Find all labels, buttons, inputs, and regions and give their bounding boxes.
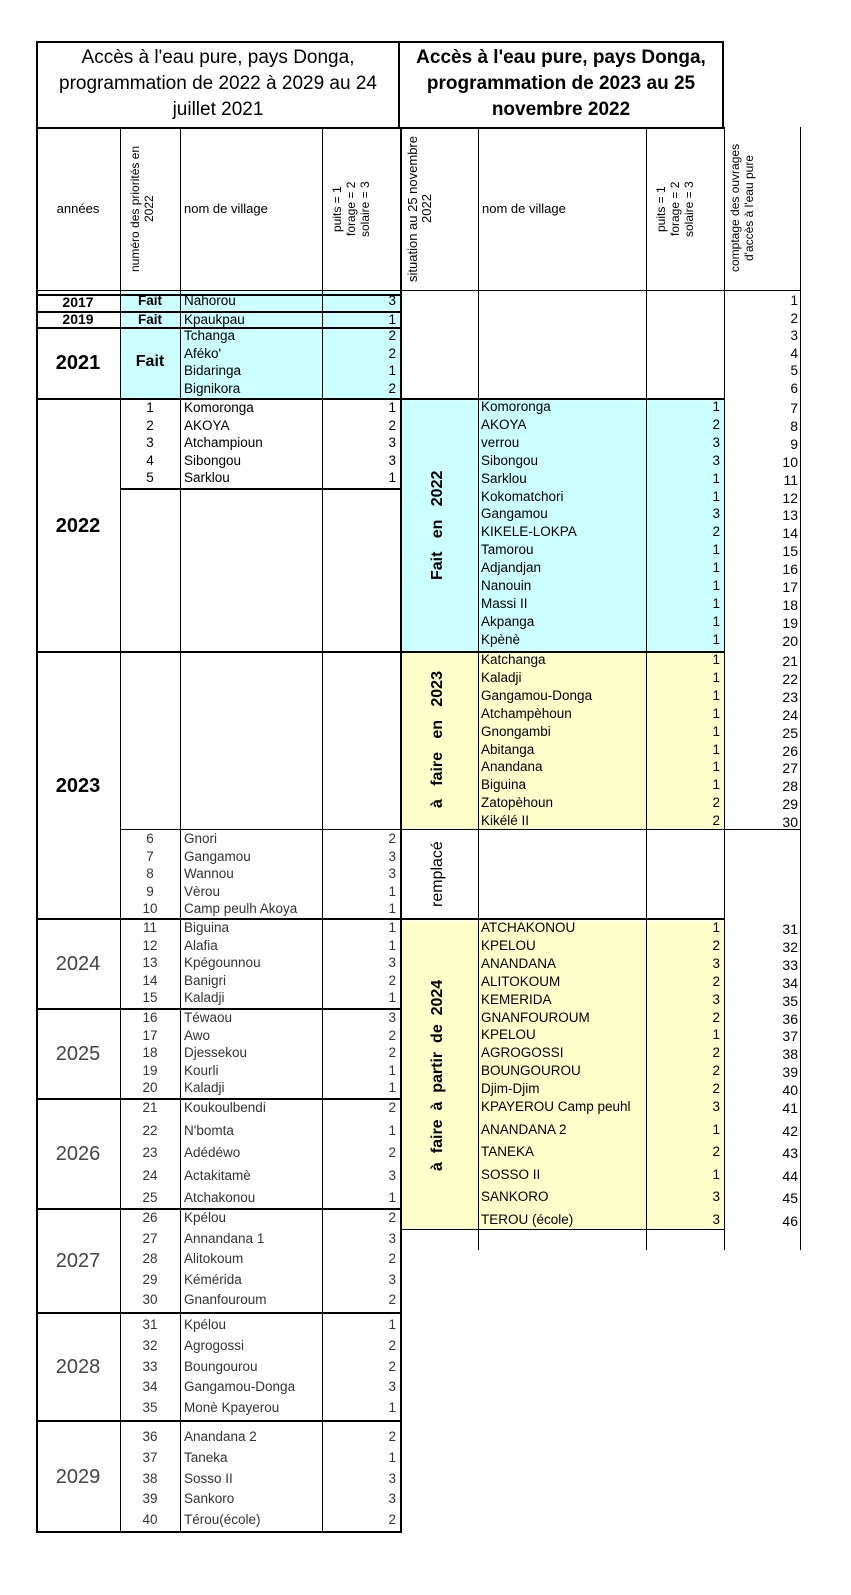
water-type: 1 (388, 1449, 396, 1465)
water-type: 3 (388, 1491, 396, 1507)
village-name: Gnori (184, 831, 218, 846)
village-name: Bignikora (184, 381, 241, 396)
priority-number: 24 (142, 1167, 158, 1183)
water-type: 2 (712, 1045, 720, 1061)
priority-number: 9 (146, 883, 154, 899)
village-name: GNANFOUROUM (481, 1009, 590, 1025)
village-name: KIKELE-LOKPA (481, 524, 577, 540)
village-name: AKOYA (184, 417, 230, 433)
village-name: Kourli (184, 1062, 219, 1078)
year-2029: 2029 (55, 1465, 101, 1488)
count-value: 25 (782, 724, 798, 741)
water-type: 2 (388, 417, 396, 433)
water-type: 1 (712, 1166, 720, 1182)
village-name: KPELOU (481, 937, 536, 953)
count-value: 12 (782, 489, 798, 506)
year-2023: 2023 (55, 774, 101, 797)
village-name: SOSSO II (481, 1166, 541, 1182)
village-name: SANKORO (481, 1189, 549, 1205)
water-type: 1 (712, 542, 720, 558)
count-value: 24 (782, 706, 798, 723)
count-value: 19 (782, 614, 798, 631)
water-type: 1 (712, 595, 720, 611)
water-type: 2 (712, 524, 720, 540)
count-value: 41 (782, 1100, 798, 1116)
priority-number: 23 (142, 1145, 158, 1160)
water-type: 1 (712, 705, 720, 721)
water-type: 1 (388, 1062, 396, 1078)
count-value: 11 (783, 471, 798, 488)
water-type: 3 (388, 293, 396, 308)
priority-number: 6 (146, 831, 154, 846)
count-value: 35 (782, 992, 798, 1009)
count-value: 34 (782, 974, 798, 991)
col-comptage: comptage des ouvrages d'accès à l'eau pure (728, 143, 756, 273)
water-type: 3 (388, 1010, 396, 1025)
village-name: Nanouin (481, 578, 532, 593)
water-type: 1 (712, 399, 720, 414)
village-name: Biguina (184, 920, 230, 935)
water-type: 2 (388, 1512, 396, 1528)
village-name: Kpélou (184, 1210, 227, 1225)
count-value: 5 (790, 363, 798, 378)
count-value: 46 (782, 1213, 798, 1229)
count-value: 15 (782, 543, 798, 560)
water-type: 2 (712, 1009, 720, 1025)
village-name: Térou(école) (184, 1512, 261, 1528)
village-name: ANANDANA 2 (481, 1121, 567, 1137)
water-type: 2 (388, 381, 396, 396)
water-type: 2 (388, 1251, 396, 1266)
village-name: Katchanga (481, 652, 546, 667)
water-type: 3 (388, 1379, 396, 1395)
village-name: Sarklou (184, 470, 230, 486)
water-type: 2 (388, 1292, 396, 1307)
status-a-partir-2024: à faire à partir de 2024 (429, 979, 446, 1171)
village-name: ANANDANA (481, 955, 557, 971)
village-name: KPELOU (481, 1027, 536, 1043)
water-type: 1 (712, 759, 720, 775)
priority-number: 27 (142, 1230, 158, 1246)
village-name: Adédéwo (184, 1145, 241, 1160)
village-name: Kokomatchori (481, 488, 564, 504)
priority-number: 20 (142, 1080, 158, 1096)
village-name: BOUNGOUROU (481, 1063, 581, 1079)
grid-line (36, 127, 400, 129)
priority-number: 18 (142, 1045, 158, 1061)
header-left: Accès à l'eau pure, pays Donga, programmation de 2022 à 2029 au 24 juillet 2021 (36, 41, 400, 129)
priority-number: 21 (142, 1100, 158, 1115)
count-value: 17 (782, 579, 798, 595)
water-type: 2 (388, 346, 396, 361)
count-value: 16 (782, 561, 798, 578)
priority-number: 30 (142, 1292, 158, 1307)
water-type: 1 (388, 901, 396, 917)
village-name: Koukoulbendi (184, 1100, 266, 1115)
village-name: Massi II (481, 595, 528, 611)
priority-number: 1 (146, 400, 154, 415)
water-type: 2 (388, 1337, 396, 1353)
priority-number: 4 (146, 452, 154, 468)
priority-number: 38 (142, 1470, 158, 1486)
count-value: 9 (790, 435, 798, 452)
water-type: 1 (712, 578, 720, 593)
village-name: ALITOKOUM (481, 973, 561, 989)
water-type: 3 (388, 848, 396, 864)
water-type: 3 (712, 1212, 720, 1227)
year-2021: 2021 (55, 352, 101, 374)
water-type: 1 (388, 1080, 396, 1096)
priority-number: 36 (142, 1429, 158, 1444)
priority-number: 25 (142, 1190, 158, 1205)
priority-number: 34 (142, 1379, 158, 1395)
water-type: 3 (712, 452, 720, 468)
village-name: Sosso II (184, 1470, 233, 1486)
fait-label: Fait (137, 293, 162, 308)
count-value: 10 (782, 453, 798, 470)
village-name: Zatopèhoun (481, 795, 554, 811)
village-name: Sarklou (481, 470, 527, 486)
village-name: Nahorou (184, 293, 236, 308)
priority-number: 35 (142, 1400, 158, 1416)
water-type: 2 (712, 1063, 720, 1079)
count-value: 13 (782, 507, 798, 524)
village-name: Atchakonou (184, 1190, 256, 1205)
priority-number: 13 (142, 955, 158, 971)
water-type: 1 (712, 669, 720, 685)
year-2026: 2026 (55, 1143, 101, 1165)
village-name: Alitokoum (184, 1251, 244, 1266)
grid-line (400, 1229, 724, 1230)
count-value: 39 (782, 1064, 798, 1081)
village-name: Annandana 1 (184, 1230, 265, 1246)
year-2027: 2027 (55, 1250, 101, 1272)
water-type: 1 (712, 631, 720, 647)
village-name: Kaladji (184, 1080, 225, 1096)
priority-number: 5 (146, 470, 154, 486)
count-value: 23 (782, 688, 798, 705)
village-name: Actakitamè (184, 1167, 251, 1183)
year-2017: 2017 (62, 294, 94, 311)
count-value: 45 (782, 1190, 798, 1207)
count-value: 18 (782, 596, 798, 613)
count-value: 37 (782, 1028, 798, 1045)
water-type: 2 (388, 972, 396, 988)
water-type: 1 (388, 400, 396, 415)
water-type: 1 (388, 883, 396, 899)
water-type: 1 (388, 990, 396, 1006)
col-village-left: nom de village (184, 201, 268, 216)
priority-number: 28 (142, 1251, 158, 1266)
year-2024: 2024 (55, 953, 101, 975)
water-type: 2 (712, 416, 720, 432)
status-fait-2022: Fait en 2022 (429, 470, 446, 580)
count-value: 28 (782, 778, 798, 795)
village-name: Atchampèhoun (481, 705, 572, 721)
grid-line (400, 127, 724, 129)
priority-number: 31 (142, 1317, 158, 1332)
count-value: 7 (790, 400, 798, 416)
water-type: 2 (388, 1358, 396, 1374)
water-type: 3 (712, 991, 720, 1007)
water-type: 2 (712, 795, 720, 811)
grid-line (36, 290, 800, 291)
village-name: Bidaringa (184, 363, 242, 378)
count-value: 14 (782, 525, 798, 542)
village-name: Camp peulh Akoya (184, 901, 298, 917)
village-name: Taneka (184, 1449, 228, 1465)
water-type: 2 (712, 973, 720, 989)
water-type: 3 (388, 1230, 396, 1246)
priority-number: 32 (142, 1337, 158, 1353)
grid-line (478, 127, 479, 1250)
water-type: 2 (712, 813, 720, 829)
grid-line (36, 1420, 402, 1422)
priority-number: 11 (142, 920, 157, 935)
priority-number: 16 (142, 1010, 158, 1025)
village-name: KPAYEROU Camp peuhl (481, 1099, 631, 1114)
priority-number: 29 (142, 1271, 158, 1287)
village-name: Biguina (481, 777, 527, 793)
village-name: Kikélé II (481, 813, 530, 829)
count-value: 6 (790, 381, 798, 396)
priority-number: 22 (142, 1122, 158, 1138)
water-type: 1 (388, 363, 396, 378)
priority-number: 39 (142, 1491, 158, 1507)
water-type: 2 (388, 1100, 396, 1115)
count-value: 8 (790, 417, 798, 434)
village-name: Aféko' (184, 346, 222, 361)
count-value: 26 (782, 742, 798, 759)
village-name: Djessekou (184, 1045, 248, 1061)
water-type: 1 (712, 777, 720, 793)
village-name: Tchanga (184, 328, 236, 343)
water-type: 2 (388, 1027, 396, 1043)
count-value: 20 (782, 632, 798, 649)
water-type: 1 (388, 937, 396, 953)
water-type: 3 (388, 955, 396, 971)
grid-line (36, 1312, 402, 1314)
village-name: Komoronga (481, 399, 551, 414)
water-type: 3 (712, 506, 720, 522)
village-name: Kpélou (184, 1317, 227, 1332)
priority-number: 12 (142, 937, 158, 953)
water-type: 2 (388, 1145, 396, 1160)
village-name: Kpégounnou (184, 955, 261, 971)
priority-number: 3 (146, 435, 154, 451)
col-priorite: numéro des priorités en 2022 (128, 145, 156, 273)
grid-line (120, 488, 400, 490)
grid-line (800, 127, 801, 1250)
water-type: 1 (712, 723, 720, 739)
village-name: Gnanfouroum (184, 1292, 267, 1307)
count-value: 32 (782, 938, 798, 955)
village-name: Gangamou-Donga (481, 687, 593, 703)
col-type-left: puits = 1 forage = 2 solaire = 3 (330, 181, 372, 237)
count-value: 38 (782, 1046, 798, 1063)
village-name: TANEKA (481, 1144, 535, 1160)
village-name: AGROGOSSI (481, 1045, 564, 1061)
water-type: 1 (712, 652, 720, 667)
village-name: Banigri (184, 972, 227, 988)
water-type: 1 (712, 741, 720, 757)
village-name: Sankoro (184, 1491, 235, 1507)
village-name: Djim-Djim (481, 1081, 540, 1097)
water-type: 3 (712, 955, 720, 971)
grid-line (36, 1531, 402, 1533)
water-type: 2 (712, 1081, 720, 1097)
water-type: 3 (712, 1189, 720, 1205)
fait-label: Fait (135, 353, 165, 370)
col-situation: situation au 25 novembre 2022 (405, 136, 434, 282)
village-name: Gnongambi (481, 723, 551, 739)
priority-number: 2 (146, 417, 154, 433)
year-2022: 2022 (55, 514, 101, 537)
grid-line (36, 651, 402, 653)
count-value: 44 (782, 1167, 798, 1184)
priority-number: 8 (146, 866, 154, 882)
village-name: Wannou (184, 866, 234, 882)
village-name: TEROU (école) (481, 1212, 574, 1227)
village-name: Abitanga (481, 741, 535, 757)
water-type: 2 (712, 937, 720, 953)
water-type: 1 (388, 1122, 396, 1138)
village-name: Akpanga (481, 613, 535, 629)
year-2025: 2025 (55, 1043, 101, 1065)
water-type: 1 (388, 470, 396, 486)
village-name: Monè Kpayerou (184, 1400, 280, 1416)
water-type: 1 (712, 560, 720, 576)
village-name: Gangamou (184, 848, 251, 864)
water-type: 1 (712, 920, 720, 935)
col-village-right: nom de village (482, 201, 566, 216)
status-a-faire-2023: à faire en 2023 (429, 671, 446, 809)
water-type: 1 (712, 687, 720, 703)
header-right: Accès à l'eau pure, pays Donga, programmation de 2023 au 25 novembre 2022 (398, 41, 724, 129)
water-type: 3 (388, 1271, 396, 1287)
priority-number: 26 (142, 1210, 158, 1225)
water-type: 3 (388, 1167, 396, 1183)
village-name: Gangamou (481, 506, 548, 522)
village-name: Vèrou (184, 883, 221, 899)
count-value: 1 (790, 293, 798, 308)
village-name: Kaladji (184, 990, 225, 1006)
village-name: Téwaou (184, 1010, 233, 1025)
water-type: 2 (388, 1045, 396, 1061)
year-2019: 2019 (62, 311, 94, 328)
water-type: 1 (712, 470, 720, 486)
water-type: 2 (388, 1210, 396, 1225)
count-value: 40 (782, 1082, 798, 1099)
village-name: Komoronga (184, 400, 254, 415)
count-value: 27 (782, 760, 798, 777)
count-value: 4 (790, 346, 798, 361)
village-name: KEMERIDA (481, 991, 552, 1007)
water-type: 1 (712, 488, 720, 504)
priority-number: 40 (142, 1512, 158, 1528)
water-type: 2 (388, 831, 396, 846)
status-remplace: remplacé (429, 841, 446, 907)
priority-number: 19 (142, 1062, 158, 1078)
village-name: Adjandjan (481, 560, 542, 576)
priority-number: 14 (142, 972, 158, 988)
water-type: 1 (388, 1190, 396, 1205)
count-value: 29 (782, 796, 798, 813)
fait-label: Fait (137, 312, 162, 327)
count-value: 30 (782, 814, 798, 831)
count-value: 3 (790, 328, 798, 343)
priority-number: 37 (142, 1449, 158, 1465)
water-type: 1 (712, 1121, 720, 1137)
col-type-right: puits = 1 forage = 2 solaire = 3 (654, 181, 696, 237)
water-type: 2 (388, 328, 396, 343)
village-name: Sibongou (481, 452, 539, 468)
water-type: 1 (388, 1317, 396, 1332)
count-value: 31 (782, 921, 798, 937)
water-type: 3 (388, 1470, 396, 1486)
water-type: 1 (712, 1027, 720, 1043)
village-name: Tamorou (481, 542, 534, 558)
priority-number: 15 (142, 990, 158, 1006)
village-name: Agrogossi (184, 1337, 245, 1353)
water-type: 3 (388, 452, 396, 468)
col-annees: années (56, 201, 100, 216)
priority-number: 33 (142, 1358, 158, 1374)
village-name: Sibongou (184, 452, 242, 468)
village-name: Kémérida (184, 1271, 242, 1287)
village-name: Kpènè (481, 631, 521, 647)
village-name: Awo (184, 1027, 211, 1043)
water-type: 2 (388, 1429, 396, 1444)
grid-line (36, 127, 38, 1532)
year-2028: 2028 (55, 1356, 101, 1378)
village-name: Gangamou-Donga (184, 1379, 296, 1395)
water-type: 1 (388, 920, 396, 935)
priority-number: 17 (142, 1027, 158, 1043)
count-value: 43 (782, 1145, 798, 1162)
village-name: N'bomta (184, 1122, 234, 1138)
water-type: 3 (712, 1099, 720, 1114)
village-name: Kaladji (481, 669, 522, 685)
priority-number: 10 (142, 901, 158, 917)
count-value: 33 (782, 956, 798, 973)
count-value: 22 (782, 670, 798, 687)
village-name: Alafia (184, 937, 218, 953)
water-type: 1 (388, 1400, 396, 1416)
count-value: 36 (782, 1010, 798, 1027)
village-name: Anandana (481, 759, 543, 775)
water-type: 3 (712, 434, 720, 450)
village-name: verrou (481, 434, 520, 450)
village-name: Anandana 2 (184, 1429, 257, 1444)
water-type: 1 (388, 312, 396, 327)
village-name: ATCHAKONOU (481, 920, 576, 935)
village-name: AKOYA (481, 416, 527, 432)
water-type: 1 (712, 613, 720, 629)
count-value: 2 (790, 311, 798, 326)
water-type: 2 (712, 1144, 720, 1160)
village-name: Boungourou (184, 1358, 258, 1374)
water-type: 3 (388, 866, 396, 882)
count-value: 21 (782, 653, 798, 669)
village-name: Atchampioun (184, 435, 263, 451)
priority-number: 7 (146, 848, 154, 864)
water-type: 3 (388, 435, 396, 451)
count-value: 42 (782, 1122, 798, 1139)
village-name: Kpaukpau (184, 312, 245, 327)
